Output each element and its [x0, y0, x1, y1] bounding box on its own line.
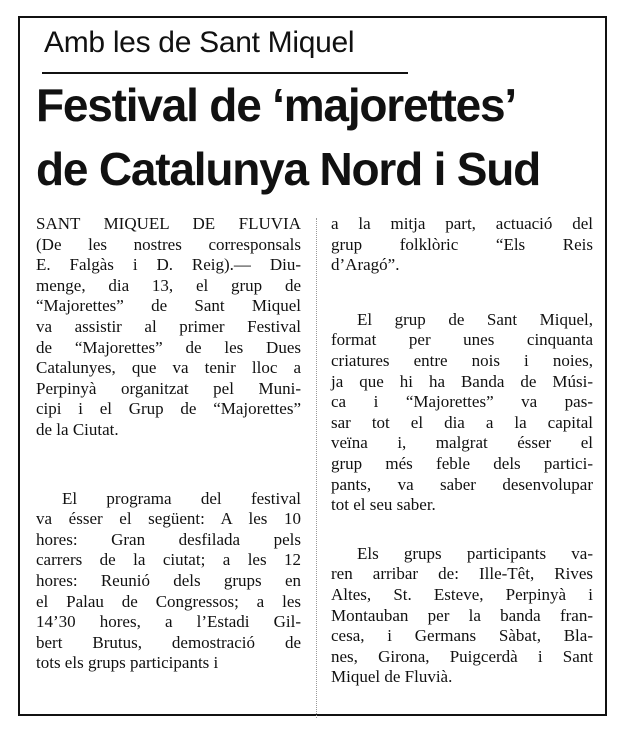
paragraph-participants	[331, 544, 593, 688]
text-line: bert Brutus, demostració de	[36, 632, 301, 652]
headline-line-1: Festival de ‘majorettes’	[36, 79, 516, 131]
text-line: carrers de la ciutat; a les 12	[36, 550, 301, 570]
text-line: el Palau de Congressos; a les	[36, 591, 301, 611]
text-line: E. Falgàs i D. Reig).— Diu-	[36, 255, 301, 275]
text-line: Perpinyà organitzat pel Muni-	[36, 378, 301, 398]
text-line: (De les nostres corresponsals	[36, 234, 301, 254]
text-line: 14’30 hores, a l’Estadi Gil-	[36, 612, 301, 632]
text-line: cipi i el Grup de “Majorettes”	[36, 399, 301, 419]
text-line: tot el seu saber.	[331, 495, 436, 515]
text-line: SANT MIQUEL DE FLUVIA	[36, 214, 301, 233]
article-column-1	[36, 214, 301, 674]
text-line: El grup de Sant Miquel,	[357, 309, 593, 329]
text-line: hores: Reunió dels grups en	[36, 570, 301, 590]
text-line: ca i “Majorettes” va pas-	[331, 392, 593, 412]
text-line: de “Majorettes” de les Dues	[36, 337, 301, 357]
text-line: El programa del festival	[62, 488, 301, 508]
text-line: ja que hi ha Banda de Músi-	[331, 371, 593, 391]
headline-line-2: de Catalunya Nord i Sud	[36, 143, 541, 195]
text-line: grup més feble dels partici-	[331, 453, 593, 473]
text-line: tots els grups participants i	[36, 653, 219, 673]
text-line: a la mitja part, actuació del	[331, 214, 593, 233]
text-line: pants, va saber desenvolupar	[331, 474, 593, 494]
text-line: “Majorettes” de Sant Miquel	[36, 296, 301, 316]
text-line: Altes, St. Esteve, Perpinyà i	[331, 584, 593, 604]
text-line: grup folklòric “Els Reis	[331, 234, 593, 254]
text-line: Montauban per la banda fran-	[331, 605, 593, 625]
text-line: de la Ciutat.	[36, 419, 119, 439]
text-line: criatures entre nois i noies,	[331, 350, 593, 370]
text-line: Miquel de Fluvià.	[331, 667, 453, 687]
text-line: veïna i, malgrat ésser el	[331, 433, 593, 453]
text-line: format per unes cinquanta	[331, 330, 593, 350]
text-line: hores: Gran desfilada pels	[36, 529, 301, 549]
text-line: sar tot el dia a la capital	[331, 412, 593, 432]
article-column-2	[331, 214, 593, 688]
text-line: ren arribar de: Ille-Têt, Rives	[331, 564, 593, 584]
text-line: menge, dia 13, el grup de	[36, 275, 301, 295]
paragraph-group	[331, 310, 593, 516]
text-line: Catalunyes, que va tenir lloc a	[36, 358, 301, 378]
paragraph-program	[36, 489, 301, 674]
text-line: va assistir al primer Festival	[36, 316, 301, 336]
paragraph-program-cont	[331, 214, 593, 276]
kicker-underline	[42, 72, 408, 74]
text-line: cesa, i Germans Sàbat, Bla-	[331, 626, 593, 646]
text-line: nes, Girona, Puigcerdà i Sant	[331, 646, 593, 666]
article-kicker: Amb les de Sant Miquel	[44, 26, 355, 59]
article-frame	[18, 16, 607, 716]
text-line: Els grups participants va-	[357, 543, 593, 563]
paragraph-intro	[36, 214, 301, 441]
column-divider	[316, 218, 318, 718]
text-line: va ésser el següent: A les 10	[36, 509, 301, 529]
text-line: d’Aragó”.	[331, 255, 400, 275]
